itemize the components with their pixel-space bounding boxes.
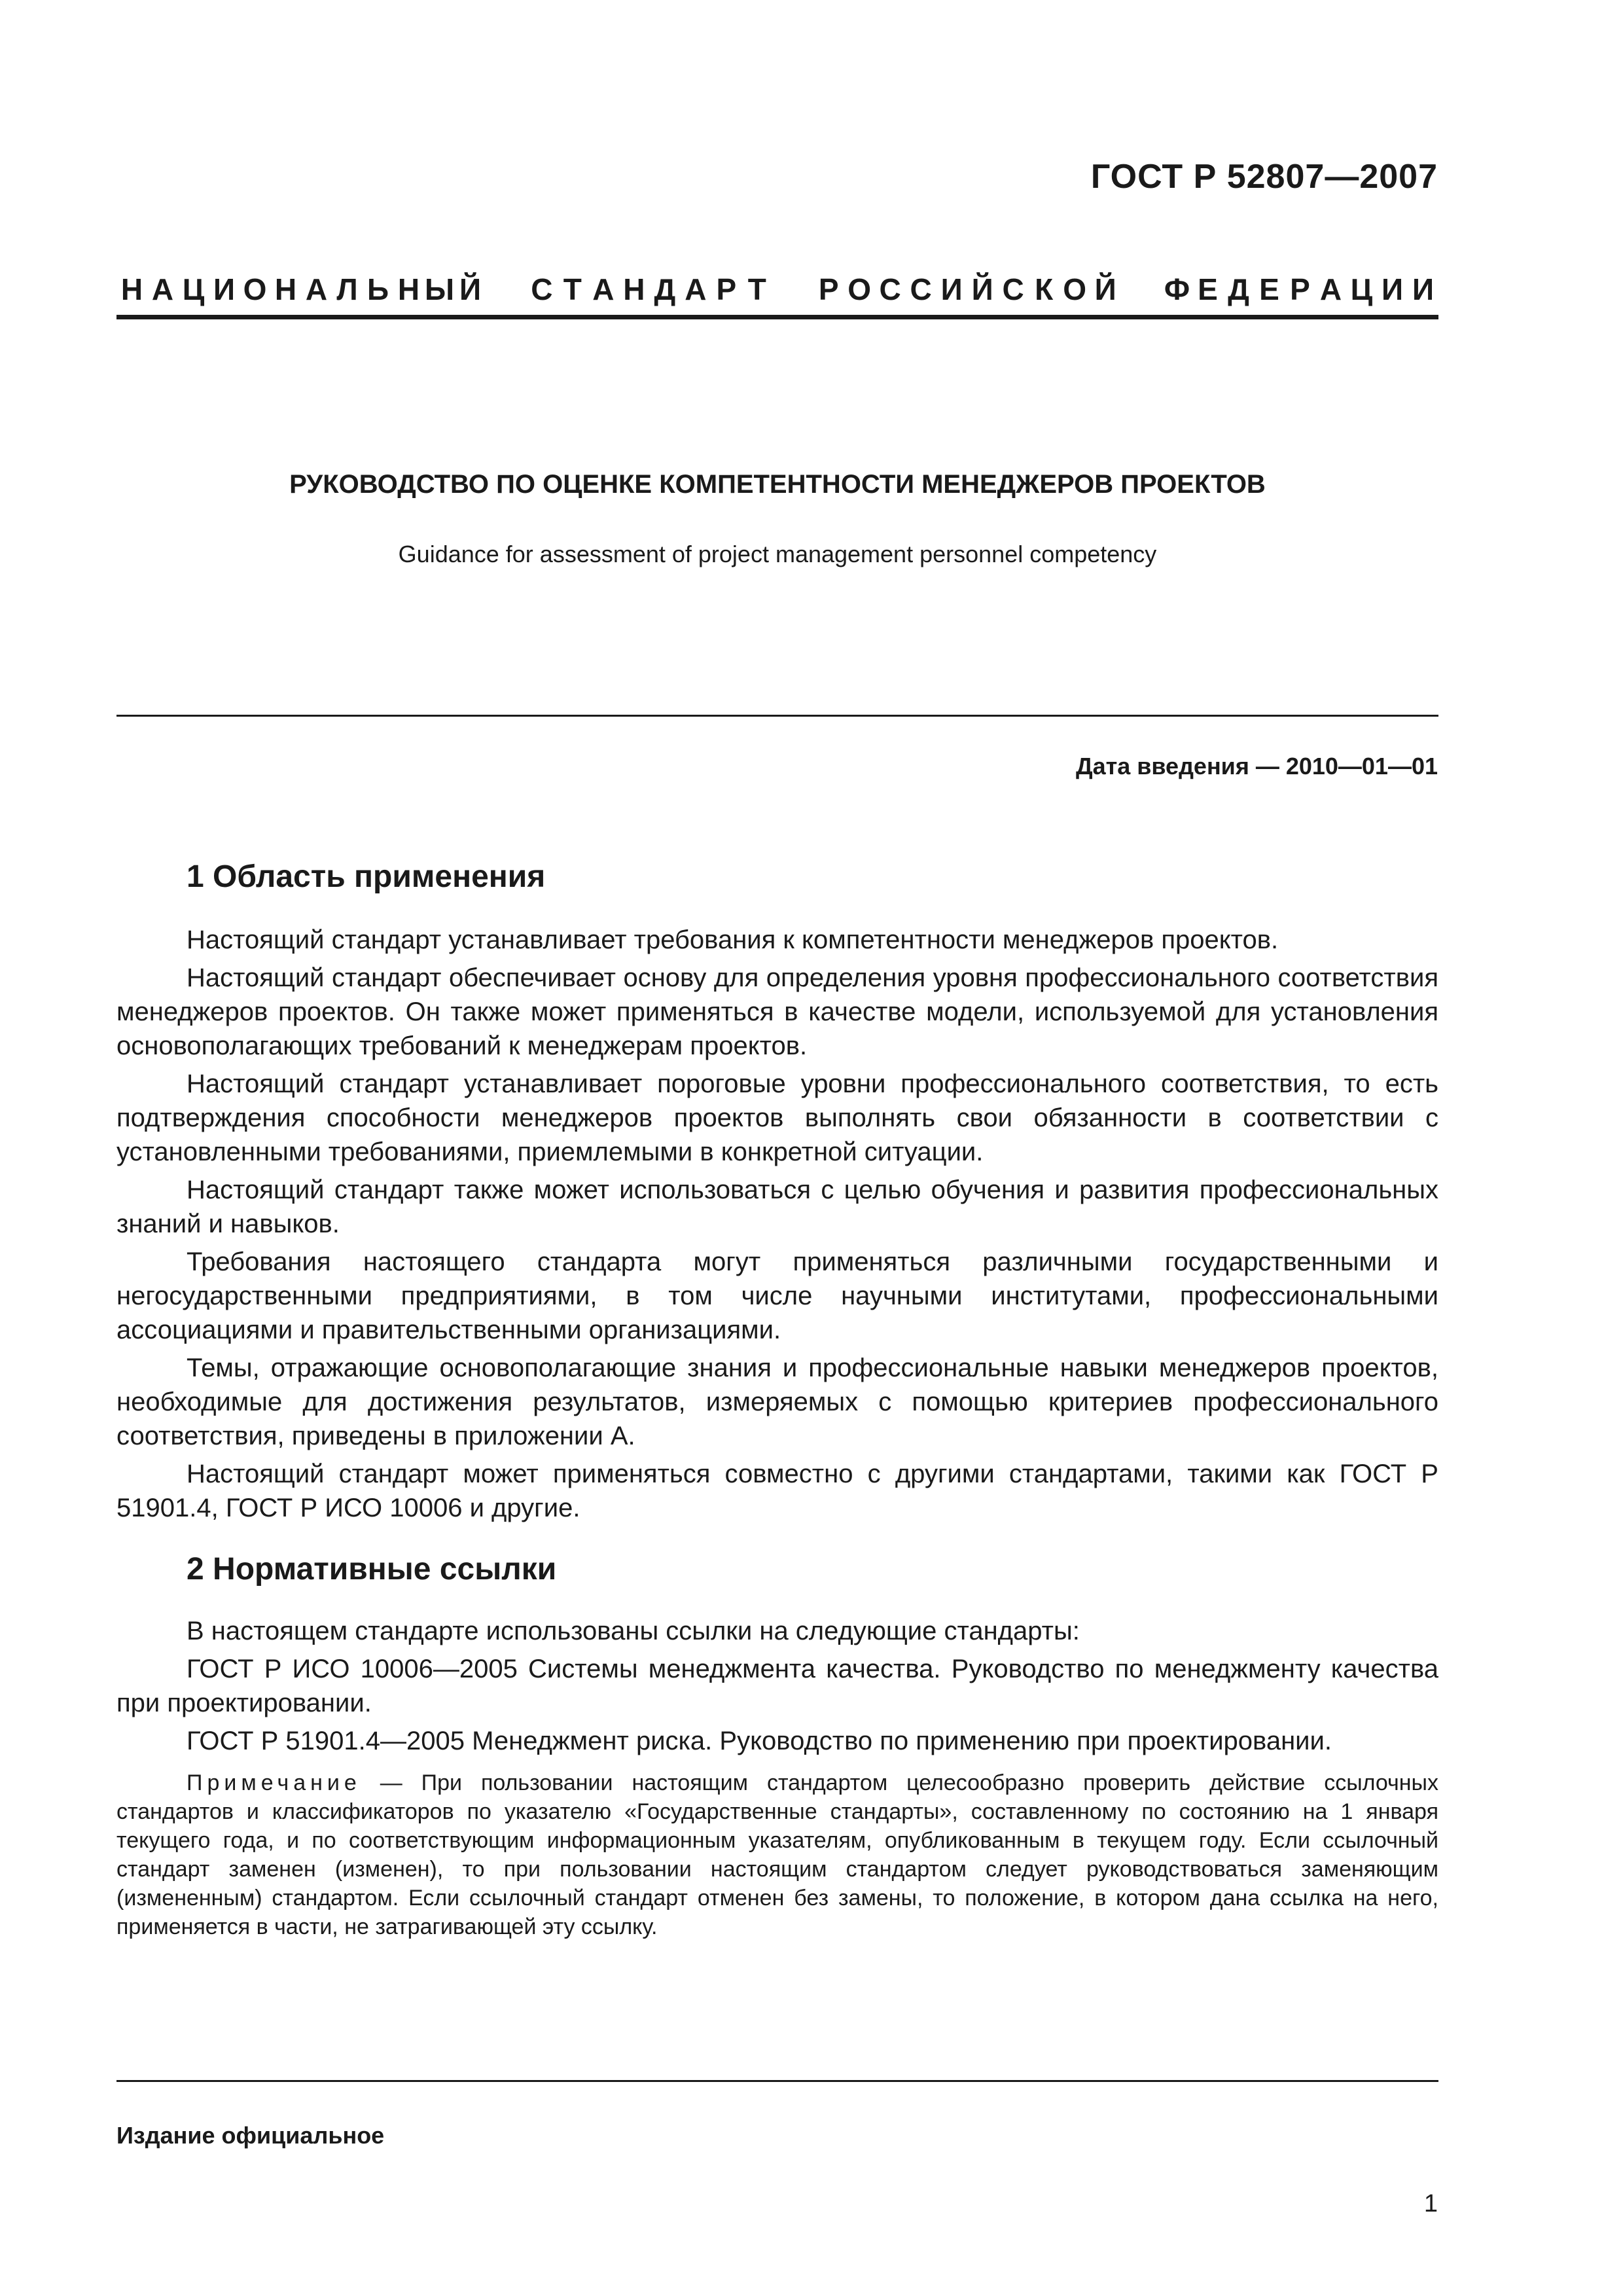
national-standard-title <box>116 272 1438 307</box>
footer-rule <box>116 2080 1438 2082</box>
national-title-word: С Т А Н Д А Р Т <box>531 272 766 306</box>
paragraph: Настоящий стандарт обеспечивает основу для определения уровня профессионального соответствия менеджеров проектов. Он также может применяться в качестве модели, используемой для установления основополагающих требований к менеджерам проектов. <box>116 963 1438 1060</box>
paragraph: Настоящий стандарт также может использоваться с целью обучения и развития профессиональных знаний и навыков. <box>116 1175 1438 1238</box>
introduction-date: Дата введения — 2010—01—01 <box>1075 753 1438 780</box>
national-title-word: Р О С С И Й С К О Й <box>818 272 1116 306</box>
document-subtitle-english: Guidance for assessment of project management personnel competency <box>398 541 1157 567</box>
section-1-heading: 1 Область применения <box>187 859 546 894</box>
header-rule <box>116 315 1438 319</box>
official-edition-label: Издание официальное <box>116 2122 385 2149</box>
standard-number: ГОСТ Р 52807—2007 <box>1090 158 1438 196</box>
paragraph: Настоящий стандарт устанавливает пороговые уровни профессионального соответствия, то есть подтверждения способности менеджеров проектов выполнять свои обязанности в соответствии с установленными требованиями, приемлемыми в конкретной ситуации. <box>116 1069 1438 1166</box>
paragraph: Настоящий стандарт может применяться совместно с другими стандартами, такими как ГОСТ Р 51901.4, ГОСТ Р ИСО 10006 и другие. <box>116 1460 1438 1522</box>
section-1-body <box>116 923 1438 1529</box>
note-label: Примечание <box>187 1770 361 1795</box>
note-paragraph <box>116 1768 1438 1941</box>
national-title-word: Ф Е Д Е Р А Ц И И <box>1164 272 1435 306</box>
note-text: — При пользовании настоящим стандартом целесообразно проверить действие ссылочных стандартов и классификаторов по указателю «Государственные стандарты», составленному по состоянию на 1 января текущего года, и по соответствующим информационным указателям, опубликованным в текущем году. Если ссылочный стандарт заменен (изменен), то при пользовании настоящим стандартом следует руководствоваться заменяющим (измененным) стандартом. Если ссылочный стандарт отменен без замены, то положение, в котором дана ссылка на него, применяется в части, не затрагивающей эту ссылку. <box>116 1770 1438 1939</box>
national-title-word: Н А Ц И О Н А Л Ь Н Ы Й <box>120 272 482 306</box>
paragraph: В настоящем стандарте использованы ссылки на следующие стандарты: <box>187 1617 1080 1645</box>
reference-item: ГОСТ Р ИСО 10006—2005 Системы менеджмента качества. Руководство по менеджменту качества при проектировании. <box>116 1655 1438 1717</box>
reference-item: ГОСТ Р 51901.4—2005 Менеджмент риска. Руководство по применению при проектировании. <box>187 1727 1332 1755</box>
title-rule <box>116 715 1438 717</box>
section-2-heading: 2 Нормативные ссылки <box>187 1552 557 1587</box>
document-title: РУКОВОДСТВО ПО ОЦЕНКЕ КОМПЕТЕНТНОСТИ МЕНЕДЖЕРОВ ПРОЕКТОВ <box>289 470 1266 499</box>
paragraph: Настоящий стандарт устанавливает требования к компетентности менеджеров проектов. <box>187 925 1279 954</box>
page-number: 1 <box>1423 2190 1438 2217</box>
paragraph: Темы, отражающие основополагающие знания и профессиональные навыки менеджеров проектов, необходимые для достижения результатов, измеряемых с помощью критериев профессионального соответствия, приведены в приложении А. <box>116 1354 1438 1450</box>
note <box>116 1768 1438 1941</box>
section-2-body <box>116 1614 1438 1762</box>
paragraph: Требования настоящего стандарта могут применяться различными государственными и негосударственными предприятиями, в том числе научными институтами, профессиональными ассоциациями и правительственными организациями. <box>116 1247 1438 1344</box>
